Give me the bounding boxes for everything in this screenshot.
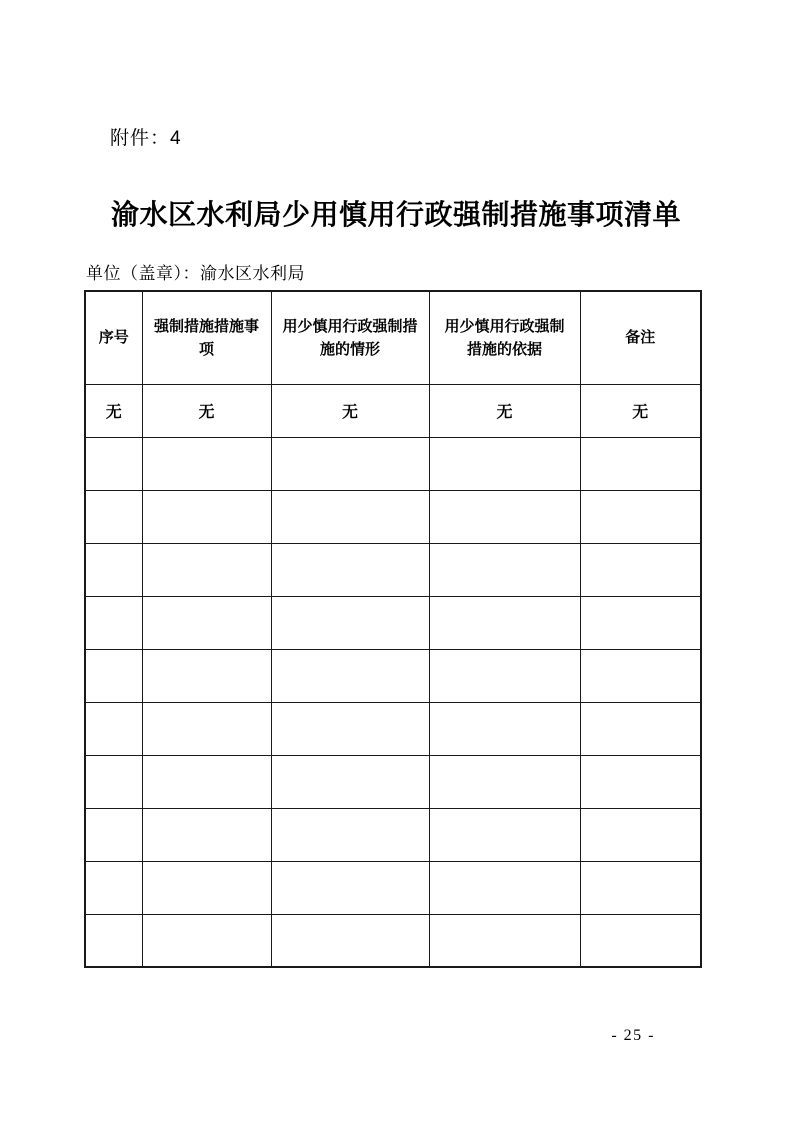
table-cell: 无 [429, 384, 580, 437]
table-cell [429, 861, 580, 914]
table-cell [142, 755, 271, 808]
table-row [85, 490, 701, 543]
table-cell [271, 755, 429, 808]
table-cell [271, 914, 429, 967]
table-cell [142, 914, 271, 967]
table-cell [429, 437, 580, 490]
table-cell: 无 [580, 384, 701, 437]
table-cell [580, 437, 701, 490]
table-cell [142, 490, 271, 543]
table-cell [142, 596, 271, 649]
table-row [85, 914, 701, 967]
table-cell [271, 543, 429, 596]
table-cell [85, 914, 142, 967]
unit-seal-label: 单位（盖章）：渝水区水利局 [86, 264, 305, 283]
table-cell [142, 702, 271, 755]
table-header-row [85, 291, 701, 384]
table-cell [580, 914, 701, 967]
table-body [85, 384, 701, 967]
attachment-label: 附件：4 [110, 128, 182, 149]
table-cell [271, 596, 429, 649]
table-cell [142, 649, 271, 702]
table-header [85, 291, 701, 384]
table-row [85, 861, 701, 914]
table-row [85, 543, 701, 596]
table-row [85, 384, 701, 437]
table-cell: 无 [142, 384, 271, 437]
table-cell [580, 543, 701, 596]
table-cell [85, 755, 142, 808]
table-cell [142, 437, 271, 490]
table-cell [580, 861, 701, 914]
table-cell [142, 543, 271, 596]
table-cell [85, 596, 142, 649]
table-row [85, 437, 701, 490]
table-cell [85, 490, 142, 543]
table-cell [271, 649, 429, 702]
table-cell [429, 914, 580, 967]
table-row [85, 649, 701, 702]
table-cell [580, 808, 701, 861]
table-cell [142, 808, 271, 861]
table-row [85, 755, 701, 808]
col-header-measure-item: 强制措施措施事项 [142, 291, 271, 384]
table-row [85, 808, 701, 861]
page-number: - 25 - [611, 1027, 655, 1044]
table-cell [271, 861, 429, 914]
col-header-serial-number: 序号 [85, 291, 142, 384]
table-cell [85, 808, 142, 861]
table-row [85, 702, 701, 755]
table-cell [580, 649, 701, 702]
table-cell [429, 649, 580, 702]
col-header-circumstances: 用少慎用行政强制措施的情形 [271, 291, 429, 384]
table-cell [85, 861, 142, 914]
table-cell [429, 490, 580, 543]
table-cell [271, 437, 429, 490]
table-cell [271, 808, 429, 861]
table-cell [580, 596, 701, 649]
table-cell [142, 861, 271, 914]
table-cell [429, 755, 580, 808]
table-cell [429, 596, 580, 649]
table-cell [429, 543, 580, 596]
measures-table [84, 290, 702, 968]
page-title: 渝水区水利局少用慎用行政强制措施事项清单 [110, 199, 681, 230]
table-cell [580, 490, 701, 543]
table-cell: 无 [271, 384, 429, 437]
table-cell: 无 [85, 384, 142, 437]
table-cell [271, 702, 429, 755]
table-cell [429, 808, 580, 861]
table-cell [271, 490, 429, 543]
table-cell [85, 649, 142, 702]
col-header-basis: 用少慎用行政强制措施的依据 [429, 291, 580, 384]
table-row [85, 596, 701, 649]
table-cell [85, 702, 142, 755]
col-header-remarks: 备注 [580, 291, 701, 384]
table-cell [85, 543, 142, 596]
table-cell [429, 702, 580, 755]
table-cell [85, 437, 142, 490]
table-cell [580, 702, 701, 755]
table-cell [580, 755, 701, 808]
